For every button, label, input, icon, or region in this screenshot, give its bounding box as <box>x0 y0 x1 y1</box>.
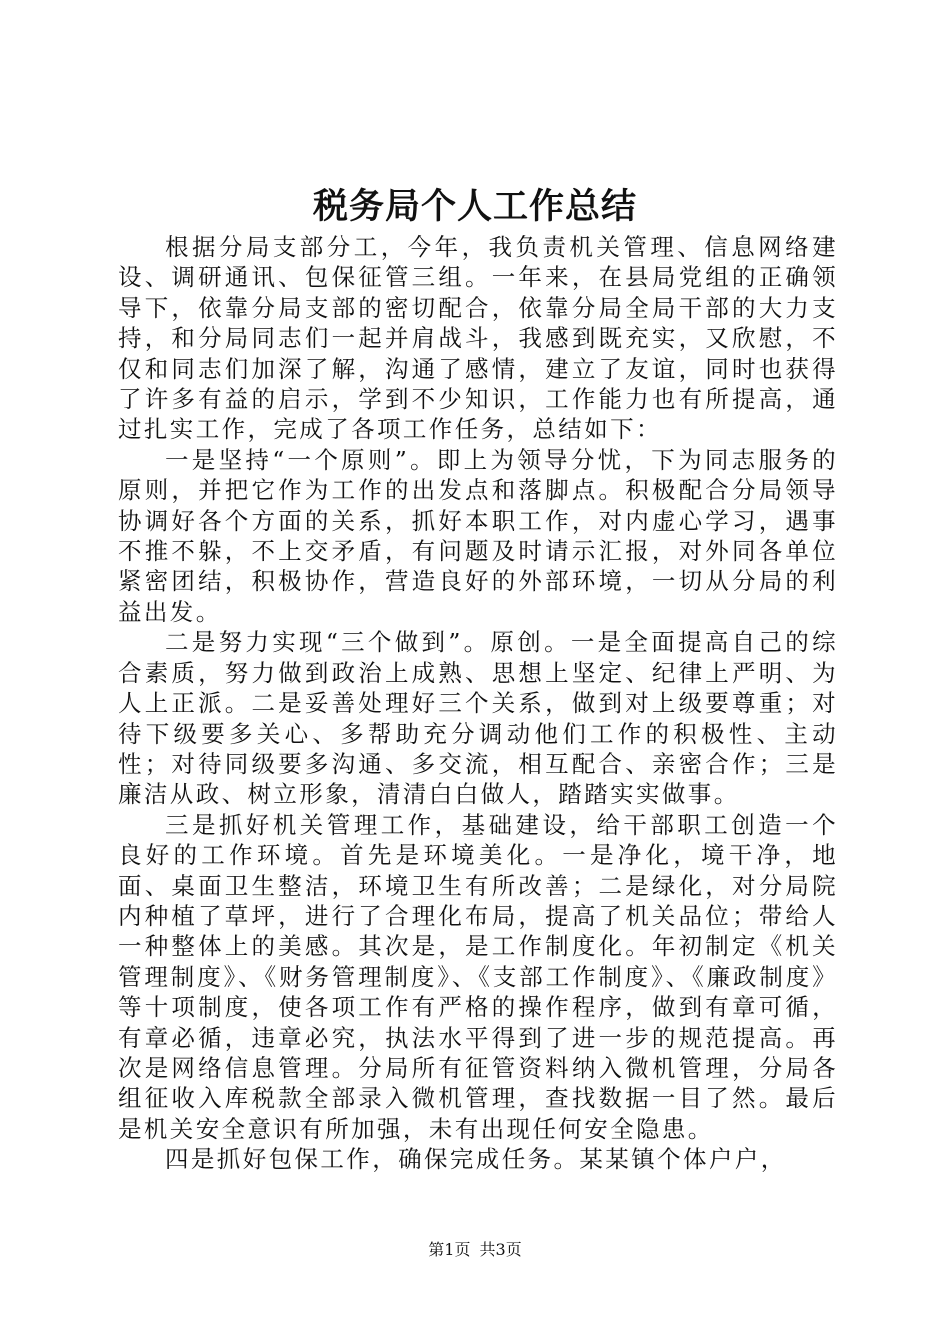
page-total: 共3页 <box>479 1240 522 1259</box>
document-title: 税务局个人工作总结 <box>312 186 637 227</box>
paragraph-intro: 根据分局支部分工，今年，我负责机关管理、信息网络建设、调研通讯、包保征管三组。一年来，在县局党组的正确领导下，依靠分局支部的密切配合，依靠分局全局干部的大力支持，和分局同志们一起并肩战斗，我感到既充实，又欣慰，不仅和同志们加深了解，沟通了感情，建立了友谊，同时也获得了许多有益的启示，学到不少知识，工作能力也有所提高，通过扎实工作，完成了各项工作任务，总结如下： <box>118 233 838 444</box>
paragraph-point-three: 三是抓好机关管理工作，基础建设，给干部职工创造一个良好的工作环境。首先是环境美化。一是净化，境干净，地面、桌面卫生整洁，环境卫生有所改善；二是绿化，对分局院内种植了草坪，进行了合理化布局，提高了机关品位；带给人一种整体上的美感。其次是，是工作制度化。年初制定《机关管理制度》、《财务管理制度》、《支部工作制度》、《廉政制度》等十项制度，使各项工作有严格的操作程序，做到有章可循，有章必循，违章必究，执法水平得到了进一步的规范提高。再次是网络信息管理。分局所有征管资料纳入微机管理，分局各组征收入库税款全部录入微机管理，查找数据一目了然。最后是机关安全意识有所加强，未有出现任何安全隐患。 <box>118 810 838 1143</box>
page-footer <box>0 1238 950 1262</box>
page-number: 第1页 <box>428 1240 471 1259</box>
document-body <box>118 232 838 1175</box>
paragraph-point-four: 四是抓好包保工作，确保完成任务。某某镇个体户户， <box>165 1145 787 1174</box>
paragraph-point-two: 二是努力实现“三个做到”。原创。一是全面提高自己的综合素质，努力做到政治上成熟、思想上坚定、纪律上严明、为人上正派。二是妥善处理好三个关系，做到对上级要尊重；对待下级要多关心、多帮助充分调动他们工作的积极性、主动性；对待同级要多沟通、多交流，相互配合、亲密合作；三是廉洁从政、树立形象，清清白白做人，踏踏实实做事。 <box>118 628 838 809</box>
paragraph-point-one: 一是坚持“一个原则”。即上为领导分忧，下为同志服务的原则，并把它作为工作的出发点和落脚点。积极配合分局领导协调好各个方面的关系，抓好本职工作，对内虚心学习，遇事不推不躲，不上交矛盾，有问题及时请示汇报，对外同各单位紧密团结，积极协作，营造良好的外部环境，一切从分局的利益出发。 <box>118 445 838 626</box>
